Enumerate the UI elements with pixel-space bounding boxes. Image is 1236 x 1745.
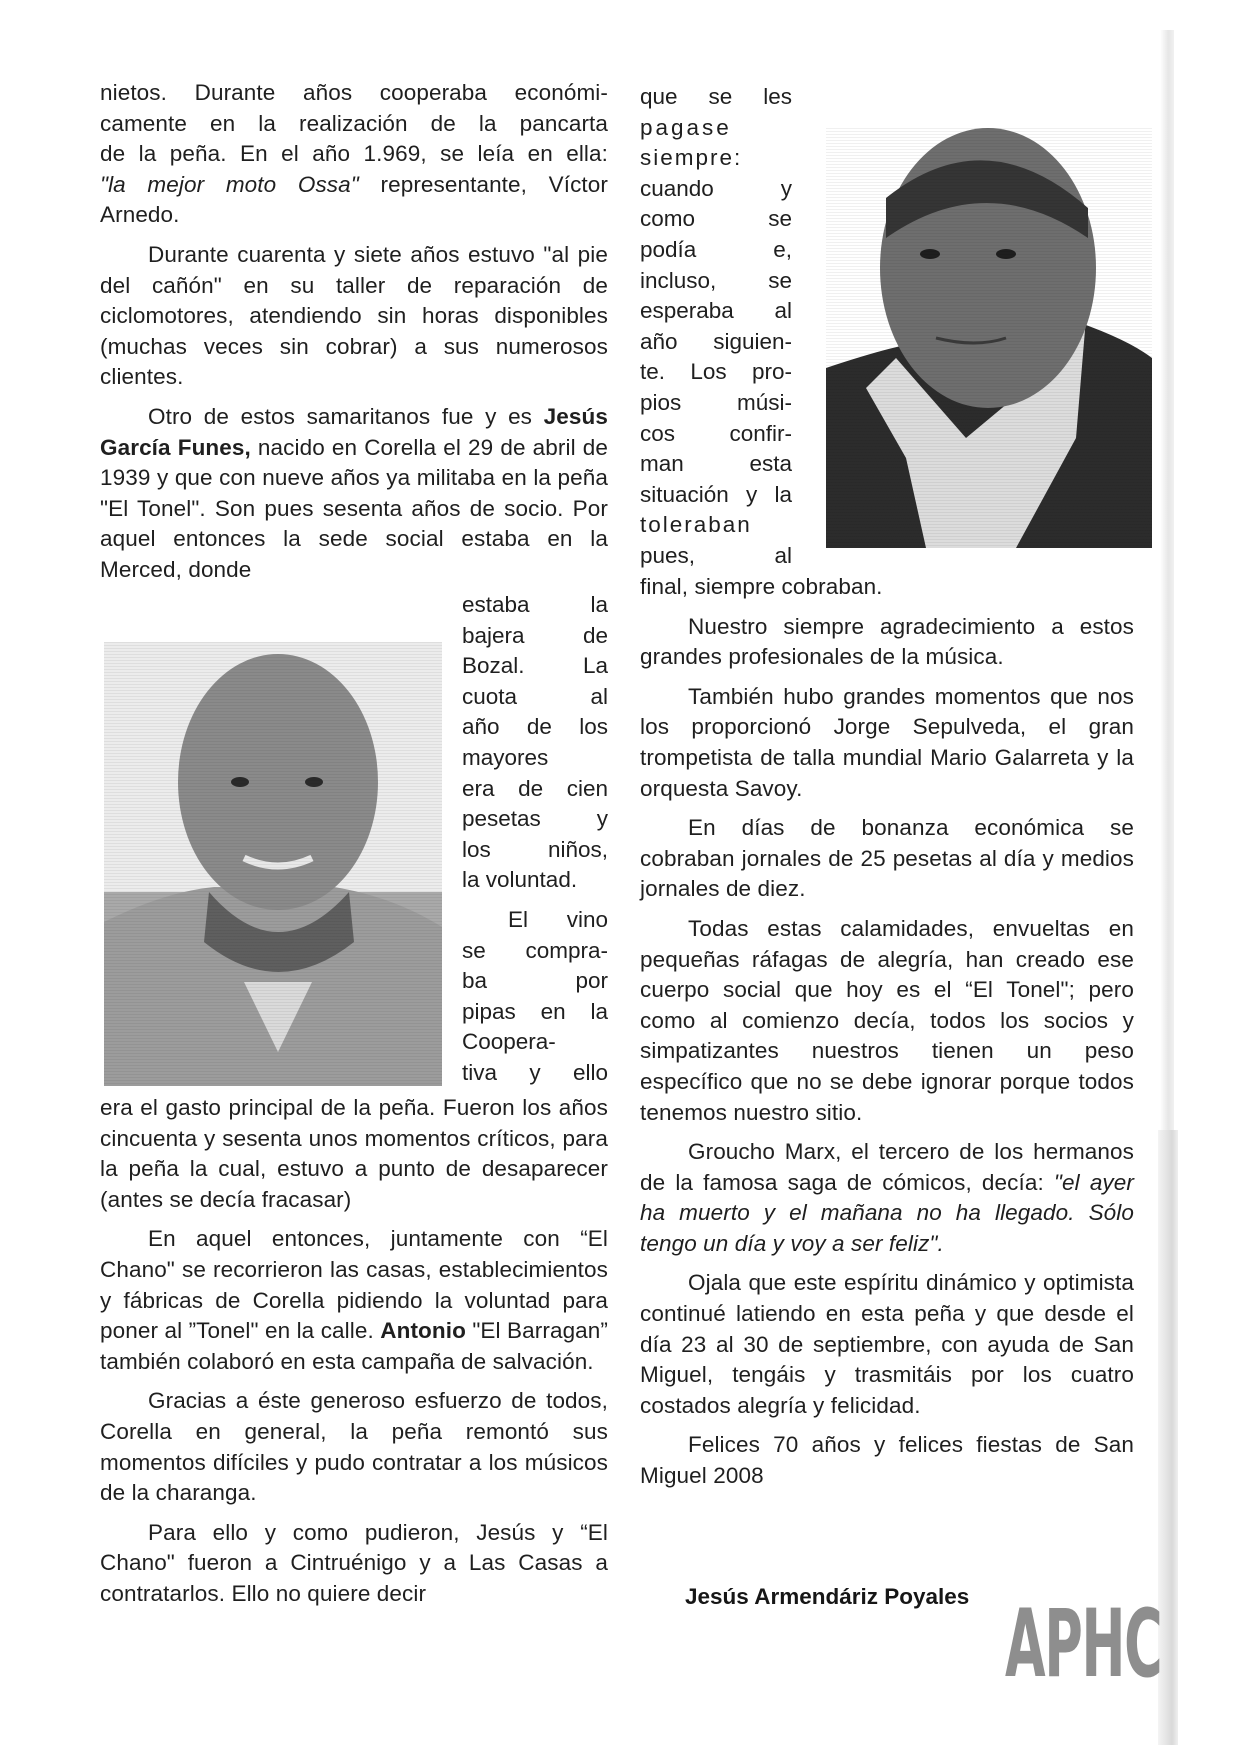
- text-line: toleraban: [640, 512, 752, 538]
- paragraph-cobraban: final, siempre cobraban.: [640, 574, 883, 599]
- paragraph-bonanza: En días de bonanza económica se cobraban jornales de 25 pesetas al día y medios jornales de diez.: [640, 815, 1134, 902]
- portrait-icon: [104, 642, 442, 1086]
- text-line: camente en la realización de la pancarta: [100, 110, 608, 136]
- text-line: bajera de: [462, 622, 608, 648]
- text-line: como se: [640, 206, 792, 232]
- photo-jesus-garcia-funes: [104, 642, 442, 1086]
- text-line: Bozal. La: [462, 653, 608, 679]
- person-name-bold: Jesús García Funes,: [100, 403, 608, 460]
- left-column: [100, 78, 608, 595]
- text-line: los niños,: [462, 836, 608, 862]
- text-line: de la peña. En el año 1.969, se leía en ella:: [100, 141, 608, 167]
- text-line: podía e,: [640, 236, 792, 262]
- text-line: tiva y ello: [462, 1059, 608, 1085]
- paragraph-intro: [100, 78, 608, 231]
- text-line: Coopera-: [462, 1029, 556, 1055]
- paragraph-gracias: Gracias a éste generoso esfuerzo de todos, Corella en general, la peña remontó sus momentos difíciles y pudo contratar a los músicos de la charanga.: [100, 1388, 608, 1506]
- text-line: ba por: [462, 968, 608, 994]
- text-line: esperaba al: [640, 298, 792, 324]
- paragraph-grandes-momentos: También hubo grandes momentos que nos los proporcionó Jorge Sepulveda, el gran trompetista de talla mundial Mario Galarreta y la orquesta Savoy.: [640, 683, 1134, 801]
- text-line: pipas en la: [462, 998, 608, 1024]
- text-line: man esta: [640, 451, 792, 477]
- text-line: pios músi-: [640, 389, 792, 415]
- text-line: situación y la: [640, 481, 792, 507]
- text-line: se compra-: [462, 937, 608, 963]
- text-line: la voluntad.: [462, 867, 578, 893]
- paragraph-agradecimiento: Nuestro siempre agradecimiento a estos grandes profesionales de la música.: [640, 613, 1134, 670]
- watermark-logo: APHC: [1005, 1590, 1162, 1699]
- text-line: El vino: [508, 906, 608, 932]
- text-line: año siguien-: [640, 328, 792, 354]
- left-column-lower: [100, 1093, 608, 1619]
- text-line: estaba la: [462, 592, 608, 617]
- author-signature: Jesús Armendáriz Poyales: [685, 1584, 970, 1609]
- text-line: pesetas y: [462, 806, 608, 832]
- text-line: incluso, se: [640, 267, 792, 293]
- text-line: cuota al: [462, 683, 608, 709]
- text-fragment: Otro de estos samaritanos fue y es: [148, 403, 533, 429]
- left-column-wrap-text: [462, 590, 608, 1089]
- paragraph-taller: Durante cuarenta y siete años estuvo "al pie del cañón" en su taller de reparación de ciclomotores, atendiendo sin horas disponibles (muchas veces sin cobrar) a sus numerosos clientes.: [100, 241, 608, 390]
- text-line: que se les: [640, 84, 792, 109]
- paragraph-calamidades: Todas estas calamidades, envueltas en pequeñas ráfagas de alegría, han creado ese cuerpo social que hoy es el “El Tonel"; pero como al comienzo decía, todos los socios y simpatizantes nuestros tienen un peso específico que no se debe ignorar porque todos tenemos nuestro sitio.: [640, 915, 1134, 1125]
- paragraph-felices: Felices 70 años y felices fiestas de San Miguel 2008: [640, 1432, 1134, 1489]
- text-line: cos confir-: [640, 420, 792, 446]
- text-line: mayores: [462, 744, 549, 770]
- text-line: Arnedo.: [100, 202, 180, 228]
- text-line: te. Los pro-: [640, 359, 792, 385]
- paragraph-groucho-marx: [640, 1137, 1134, 1259]
- text-fragment: En aquel entonces, juntamente con “El Chano" se recorrieron las casas, establecimientos y fábricas de Corella pidiendo la voluntad para poner al ”Tonel" en la calle.: [100, 1226, 608, 1344]
- text-fragment: Groucho Marx, el tercero de los hermanos de la famosa saga de cómicos, decía:: [640, 1139, 1134, 1195]
- person-name-bold: Antonio: [380, 1318, 466, 1344]
- paragraph-el-chano: [100, 1224, 608, 1377]
- text-line: nietos. Durante años cooperaba económi-: [100, 80, 608, 105]
- text-line: año de los: [462, 714, 608, 740]
- paragraph-jesus-garcia: [100, 402, 608, 586]
- text-fragment: "El Barragan” también colaboró en esta campaña de salvación.: [100, 1318, 608, 1374]
- paragraph-para-ello: Para ello y como pudieron, Jesús y “El Chano" fueron a Cintruénigo y a Las Casas a contratarlos. Ello no quiere decir: [100, 1519, 608, 1606]
- portrait-icon: [826, 128, 1152, 548]
- text-fragment: representante, Víctor: [358, 171, 608, 197]
- text-line: pues, al: [640, 542, 792, 568]
- text-line: siempre:: [640, 145, 743, 171]
- italic-quote: "el ayer ha muerto y el mañana no ha llegado. Sólo tengo un día y voy a ser feliz".: [640, 1169, 1134, 1256]
- paragraph-ojala: Ojala que este espíritu dinámico y optimista continué latiendo en esta peña y que desde el día 23 al 30 de septiembre, con ayuda de San Miguel, tengáis y trasmitáis por los cuatro costados alegría y felicidad.: [640, 1270, 1134, 1418]
- text-line: era de cien: [462, 775, 608, 801]
- paragraph-gasto: era el gasto principal de la peña. Fueron los años cincuenta y sesenta unos momentos críticos, para la peña la cual, estuvo a punto de desaparecer (antes se decía fracasar): [100, 1095, 608, 1212]
- text-line: cuando y: [640, 175, 792, 201]
- text-fragment: nacido en Corella el 29 de abril de 1939 y que con nueve años ya militaba en la peña "El Tonel". Son pues sesenta años de socio. Por aquel entonces la sede social estaba en la Merced, donde: [100, 434, 608, 582]
- right-column-wrap-text: [640, 82, 792, 572]
- right-column-lower: [640, 572, 1134, 1501]
- italic-quote: "la mejor moto Ossa": [100, 171, 359, 197]
- photo-portrait-man: [826, 128, 1152, 548]
- text-line: pagase: [640, 114, 732, 140]
